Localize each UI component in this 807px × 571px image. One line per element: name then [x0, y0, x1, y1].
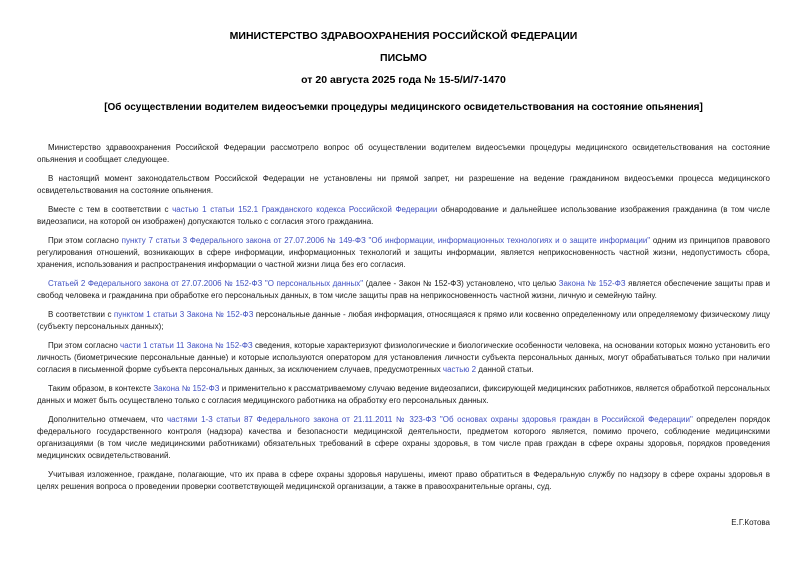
paragraph-text: При этом согласно — [48, 341, 121, 350]
signatory-name: Е.Г.Котова — [731, 518, 770, 527]
paragraph-text: одним из принципов правового регулирования отношений, возникающих в сфере информации, информационных технологий и защиты информации, является неприкосновенность частной жизни, недопустимость сбора, хранения, использования и распространения информации о частной жизни лица без его согласия. — [37, 236, 771, 269]
paragraph-text: В соответствии с — [48, 310, 114, 319]
paragraph — [37, 204, 770, 228]
document-date-number: от 20 августа 2025 года № 15-5/И/7-1470 — [301, 74, 506, 86]
paragraph — [37, 235, 770, 271]
paragraph-text: Учитывая изложенное, граждане, полагающие, что их права в сфере охраны здоровья нарушены, имеют право обратиться в Федеральную службу по надзору в сфере охраны здоровья в целях решения вопроса о проведении проверки соответствующей медицинской организации, а также в правоохранительные органы, суд. — [37, 470, 770, 491]
document-header — [37, 30, 770, 114]
paragraph-text: данной статьи. — [476, 365, 534, 374]
document-body — [37, 142, 770, 493]
document-type: ПИСЬМО — [380, 52, 427, 64]
legal-reference-link[interactable]: частью 1 статьи 152.1 Гражданского кодекса Российской Федерации — [172, 205, 438, 214]
paragraph-text: персональные данные - любая информация, относящаяся к прямо или косвенно определенному или определяемому физическому лицу (субъекту персональных данных); — [37, 310, 771, 331]
legal-reference-link[interactable]: частями 1-3 статьи 87 Федерального закона от 21.11.2011 № 323-ФЗ "Об основах охраны здоровья граждан в Российской Федерации" — [166, 415, 693, 424]
legal-reference-link[interactable]: Статьей 2 Федерального закона от 27.07.2006 № 152-ФЗ "О персональных данных" — [48, 279, 364, 288]
paragraph — [37, 278, 770, 302]
document-subject: [Об осуществлении водителем видеосъемки процедуры медицинского освидетельствования на состояние опьянения] — [104, 102, 703, 113]
paragraph-text: Министерство здравоохранения Российской Федерации рассмотрело вопрос об осуществлении водителем видеосъемки процедуры медицинского освидетельствования на состояние опьянения и сообщает следующее. — [37, 143, 770, 164]
legal-reference-link[interactable]: Закона № 152-ФЗ — [153, 384, 220, 393]
legal-reference-link[interactable]: Закона № 152-ФЗ — [558, 279, 626, 288]
legal-reference-link[interactable]: пунктом 1 статьи 3 Закона № 152-ФЗ — [113, 310, 254, 319]
paragraph-text: сведения, которые характеризуют физиологические и биологические особенности человека, на основании которых можно установить его личность (биометрические персональные данные) и которые используются оператором для установления личности субъекта персональных данных, могут обрабатываться только при наличии согласия в письменной форме субъекта персональных данных, за исключением случаев, предусмотренных — [37, 341, 770, 374]
paragraph — [37, 309, 770, 333]
paragraph-text: В настоящий момент законодательством Российской Федерации не установлены ни прямой запрет, ни разрешение на ведение гражданином видеосъемки процесса медицинского освидетельствования на состояние опьянения. — [37, 174, 770, 195]
legal-reference-link[interactable]: части 1 статьи 11 Закона № 152-ФЗ — [120, 341, 253, 350]
paragraph-text: определен порядок федерального государственного контроля (надзора) качества и безопасности медицинской деятельности, предметом которого является, помимо прочего, соблюдение медицинскими организациями (в том числе медицинскими работниками) обязательных требований в сфере охраны здоровья, в том числе прав граждан в сфере охраны здоровья, порядков проведения медицинских освидетельствований. — [37, 415, 770, 460]
paragraph-text: (далее - Закон № 152-ФЗ) установлено, что целью — [363, 279, 559, 288]
paragraph — [37, 469, 770, 493]
paragraph-text: и применительно к рассматриваемому случаю ведение видеозаписи, фиксирующей медицинских работников, является обработкой персональных данных и может быть осуществлено только с согласия медицинского работника на обработку его персональных данных. — [37, 384, 770, 405]
paragraph-text: Таким образом, в контексте — [48, 384, 154, 393]
paragraph — [37, 340, 770, 376]
paragraph — [37, 414, 770, 462]
ministry-title: МИНИСТЕРСТВО ЗДРАВООХРАНЕНИЯ РОССИЙСКОЙ ФЕДЕРАЦИИ — [229, 30, 578, 42]
paragraph-text: Вместе с тем в соответствии с — [48, 205, 173, 214]
paragraph-text: является обеспечение защиты прав и свобод человека и гражданина при обработке его персональных данных, в том числе защиты прав на неприкосновенность частной жизни, личную и семейную тайну. — [37, 279, 771, 300]
paragraph-text: Дополнительно отмечаем, что — [48, 415, 167, 424]
paragraph-text: обнародование и дальнейшее использование изображения гражданина (в том числе видеозаписи, на которой он изображен) допускаются только с согласия этого гражданина. — [37, 205, 771, 226]
paragraph — [37, 142, 770, 166]
paragraph — [37, 383, 770, 407]
paragraph — [37, 173, 770, 197]
legal-reference-link[interactable]: частью 2 — [442, 365, 477, 374]
paragraph-text: При этом согласно — [48, 236, 122, 245]
legal-reference-link[interactable]: пункту 7 статьи 3 Федерального закона от 27.07.2006 № 149-ФЗ "Об информации, информационных технологиях и о защите информации" — [121, 236, 651, 245]
